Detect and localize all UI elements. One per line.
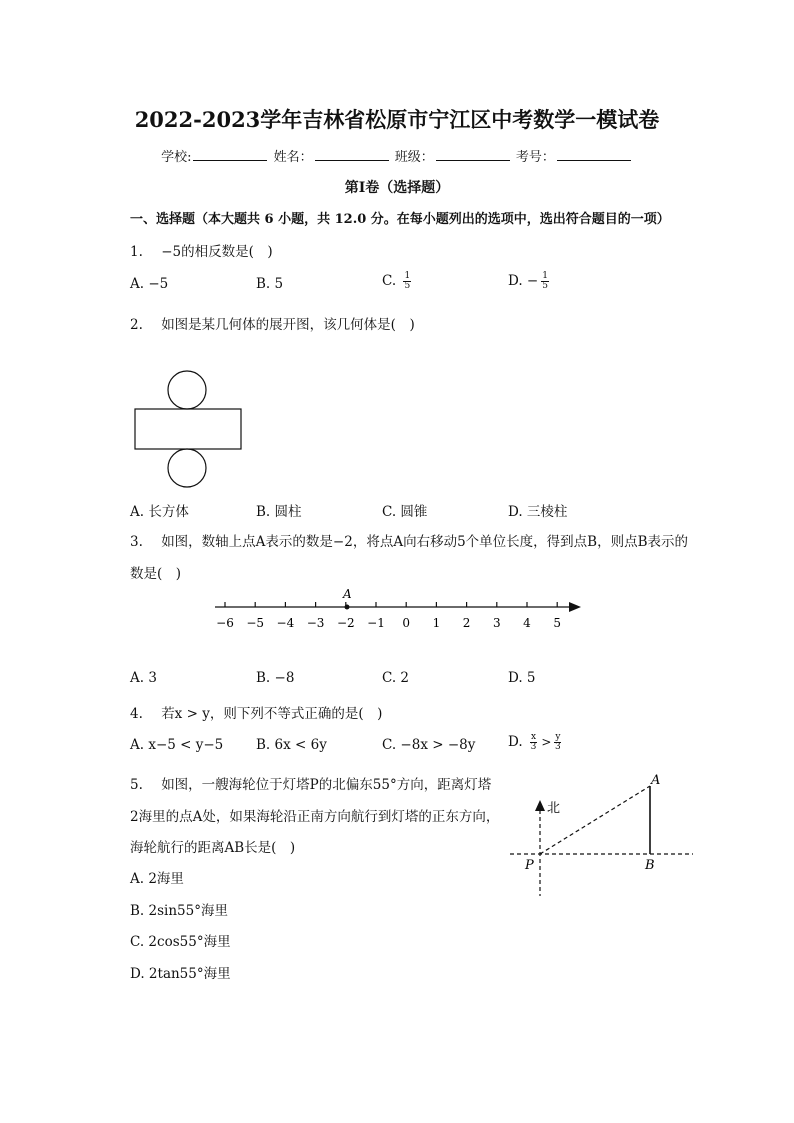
question-number: 2. [130,317,143,333]
axis-tick-label: 5 [553,616,562,630]
point-a-label: A [651,773,661,788]
axis-tick-label: −2 [336,616,355,630]
question-text: −5的相反数是( ) [161,244,273,260]
axis-tick-label: −3 [306,616,325,630]
axis-tick-label: −5 [246,616,265,630]
top-circle [168,371,206,409]
question-2 [130,313,415,333]
page-title: 2022-2023学年吉林省松原市宁江区中考数学一模试卷 [134,107,660,132]
exam-no-blank [557,150,631,161]
point-a-dot [345,605,350,610]
fraction: $\frac{1}{5}$ [404,271,411,291]
axis-tick-label: 4 [523,616,531,630]
question-number: 1. [130,244,143,260]
question-text: 如图是某几何体的展开图，该几何体是( ) [161,317,415,333]
lighthouse-figure [505,768,700,898]
question-4 [130,702,382,722]
question-text: 若x > y，则下列不等式正确的是( ) [161,706,383,722]
class-blank [436,150,510,161]
question-number: 3. [130,534,143,550]
side-rectangle [135,409,241,449]
point-b-label: B [645,858,655,873]
q2-option-c: C. 圆锥 [382,504,428,520]
q1-option-b: B. 5 [256,276,284,292]
q5-option-d: D. 2tan55°海里 [130,966,231,982]
q2-option-a: A. 长方体 [130,504,189,520]
question-text: 如图，数轴上点A表示的数是−2，将点A向右移动5个单位长度，得到点B，则点B表示的 [161,534,689,550]
north-arrow-icon [535,800,545,811]
q4-option-b: B. 6x < 6y [256,737,327,753]
line-pa [540,786,650,854]
point-p-label: P [525,858,534,873]
q3-option-c: C. 2 [382,670,410,686]
fraction: $\frac{x}{3}$ [530,732,537,752]
question-3-line-2: 数是( ) [130,566,182,582]
q5-option-b: B. 2sin55°海里 [130,903,228,919]
exam-no-label: 考号： [515,150,555,165]
arrow-icon [569,602,581,612]
q5-option-c: C. 2cos55°海里 [130,934,231,950]
fraction: $\frac{y}{3}$ [555,732,561,752]
question-number: 4. [130,706,143,722]
question-1 [130,240,273,260]
north-label: 北 [547,801,561,816]
q1-option-c: C. $\frac{1}{5}$ [382,271,411,291]
school-label: 学校: [161,150,192,165]
section-heading: 一、选择题（本大题共 6 小题，共 12.0 分。在每小题列出的选项中，选出符合题目的一项） [130,212,670,227]
q2-option-b: B. 圆柱 [256,504,302,520]
question-text: 如图，一艘海轮位于灯塔P的北偏东55°方向，距离灯塔 [161,777,492,793]
q4-option-d: D. $\frac{x}{3}$ > $\frac{y}{3}$ [508,732,561,752]
q3-option-a: A. 3 [130,670,157,686]
bottom-circle [168,449,206,487]
axis-tick-label: −1 [367,616,385,630]
school-blank [193,150,267,161]
axis-tick-label: −4 [276,616,295,630]
q1-option-a: A. −5 [130,276,169,292]
q1-option-d: D. − $\frac{1}{5}$ [508,271,548,291]
question-3 [130,530,688,550]
number-line-figure [205,585,590,635]
axis-tick-label: −6 [216,616,234,630]
name-label: 姓名： [273,150,313,165]
cylinder-net-figure [130,366,250,490]
question-5-line-3: 海轮航行的距离AB长是( ) [130,840,296,856]
point-a-label: A [343,587,352,601]
q3-option-d: D. 5 [508,670,536,686]
class-label: 班级： [394,150,434,165]
axis-tick-label: 0 [402,616,411,630]
question-5 [130,773,491,793]
student-info-line [0,146,794,165]
name-blank [315,150,389,161]
q4-option-c: C. −8x > −8y [382,737,476,753]
q4-option-a: A. x−5 < y−5 [130,737,224,753]
question-5-line-2: 2海里的点A处，如果海轮沿正南方向航行到灯塔的正东方向， [130,809,500,825]
q2-option-d: D. 三棱柱 [508,504,568,520]
fraction: $\frac{1}{5}$ [542,271,548,291]
volume-heading: 第I卷（选择题） [344,180,450,196]
axis-tick-label: 3 [492,616,501,630]
q5-option-a: A. 2海里 [130,871,184,887]
axis-tick-label: 2 [462,616,471,630]
q3-option-b: B. −8 [256,670,295,686]
question-number: 5. [130,777,143,793]
axis-tick-label: 1 [432,616,441,630]
